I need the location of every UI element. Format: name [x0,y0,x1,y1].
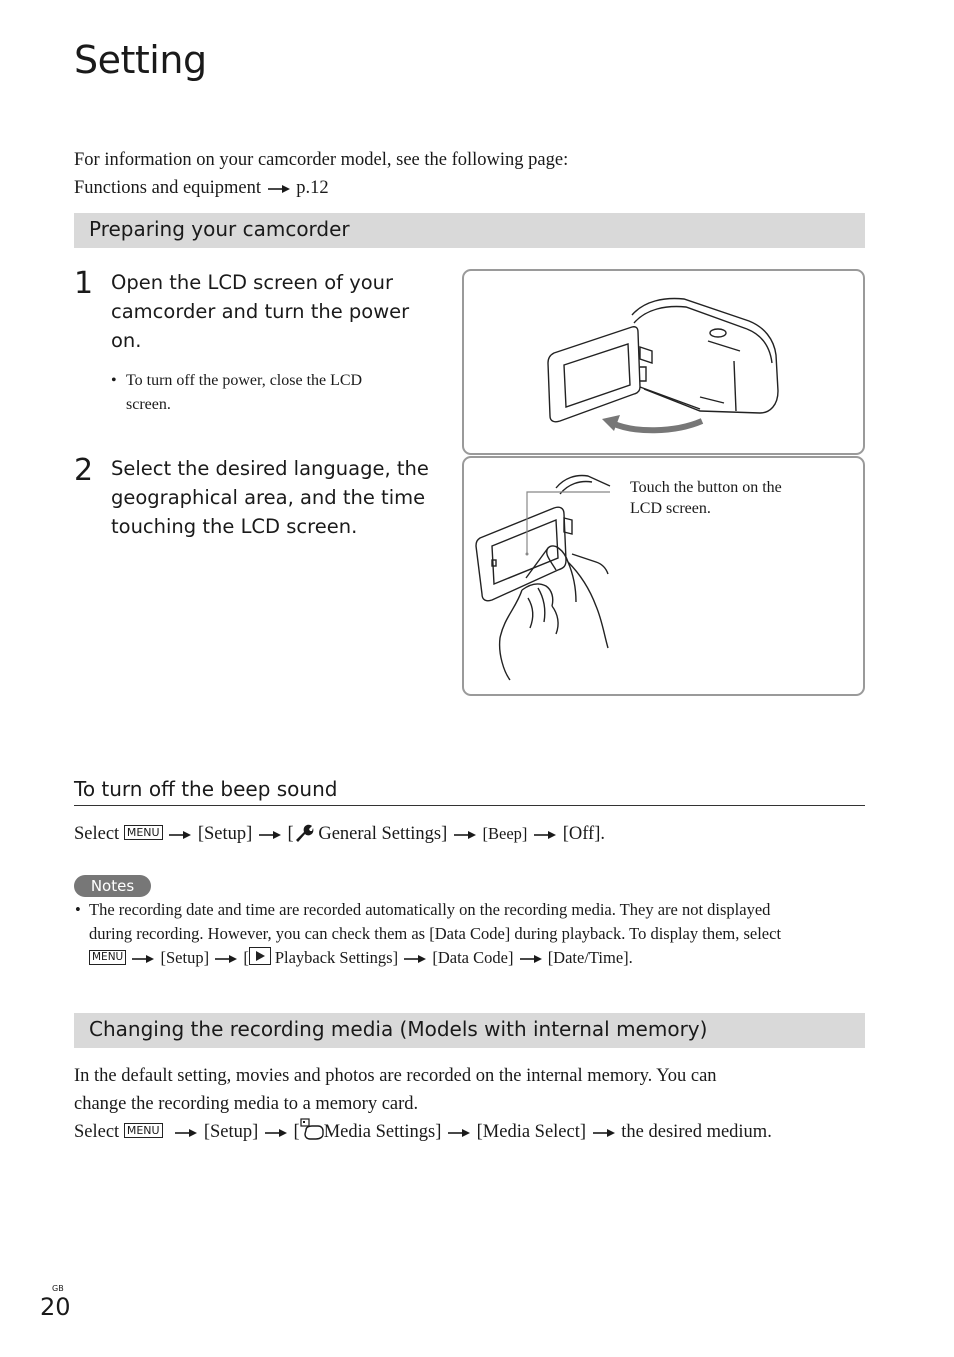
arrow-icon [454,830,476,840]
section2-body [74,1062,865,1149]
open-bracket: [ [293,1122,300,1142]
section-title: Preparing your camcorder [89,217,350,241]
note-item [89,898,865,970]
body-line: change the recording media to a memory card. [74,1094,419,1114]
setup-item[interactable]: [Setup] [197,824,253,844]
arrow-icon [215,954,237,964]
step-number: 1 [74,266,94,301]
select-label: Select [74,1122,120,1142]
intro-reference [74,174,329,202]
general-settings-item[interactable]: General Settings] [318,824,448,844]
note-line-3 [89,946,865,970]
step-1-bullet [126,369,436,417]
intro-line: For information on your camcorder model, see the following page: [74,150,569,170]
bullet-line: screen. [126,396,171,413]
arrow-icon [265,1128,287,1138]
step-line: Open the LCD screen of your [111,271,394,294]
media-select-item[interactable]: [Media Select] [476,1122,587,1142]
data-code-item[interactable]: [Data Code] [432,948,514,967]
playback-icon [249,947,271,965]
beep-item[interactable]: [Beep] [482,824,528,843]
page-number: 20 [40,1293,71,1321]
heading-rule [74,805,865,806]
menu-button[interactable]: MENU [124,1123,163,1138]
bullet-line: To turn off the power, close the LCD [126,372,363,389]
page-title: Setting [74,38,207,82]
callout-line: LCD screen. [630,500,711,517]
step-line: camcorder and turn the power [111,300,410,323]
menu-button[interactable]: MENU [89,950,126,965]
arrow-icon [593,1128,615,1138]
beep-heading: To turn off the beep sound [74,777,338,801]
arrow-icon [404,954,426,964]
bullet-marker: • [75,900,81,919]
setup-item[interactable]: [Setup] [160,948,210,967]
section-header-recording-media [74,1013,865,1048]
arrow-icon [268,184,290,194]
callout-line: Touch the button on the [630,479,782,496]
setup-item[interactable]: [Setup] [203,1122,259,1142]
arrow-icon [169,830,191,840]
arrow-icon [259,830,281,840]
note-line: The recording date and time are recorded automatically on the recording media. They are not displayed [89,900,771,919]
note-line: during recording. However, you can check them as [Data Code] during playback. To display them, select [89,924,782,943]
select-label: Select [74,824,120,844]
desired-medium-text: the desired medium. [621,1122,772,1142]
intro-page-ref[interactable]: p.12 [296,178,329,198]
figure-touch-lcd [462,456,865,696]
arrow-icon [520,954,542,964]
beep-instruction [74,820,605,851]
open-bracket: [ [287,824,294,844]
figure-callout [630,477,782,519]
step-1-text [111,268,446,355]
notes-badge: Notes [74,875,151,897]
menu-button[interactable]: MENU [124,825,163,840]
region-code: GB [52,1284,64,1293]
camcorder-open-lcd-illustration [464,271,863,453]
step-number: 2 [74,453,94,488]
arrow-icon [448,1128,470,1138]
playback-settings-item[interactable]: Playback Settings] [274,948,399,967]
wrench-icon [294,823,314,851]
media-icon [300,1118,324,1149]
open-bracket: [ [243,948,249,967]
off-item[interactable]: [Off]. [562,824,605,844]
step-line: Select the desired language, the [111,457,429,480]
arrow-icon [534,830,556,840]
step-2-text [111,454,451,541]
figure-open-lcd [462,269,865,455]
arrow-icon [132,954,154,964]
media-settings-item[interactable]: Media Settings] [323,1122,442,1142]
section-title: Changing the recording media (Models with internal memory) [89,1017,708,1041]
intro-reference-text: Functions and equipment [74,178,262,198]
step-line: touching the LCD screen. [111,515,358,538]
step-line: geographical area, and the time [111,486,426,509]
media-instruction [74,1118,865,1149]
section-header-preparing [74,213,865,248]
bullet-marker: • [111,372,117,389]
body-line: In the default setting, movies and photos are recorded on the internal memory. You can [74,1066,717,1086]
date-time-item[interactable]: [Date/Time]. [547,948,633,967]
arrow-icon [175,1128,197,1138]
step-line: on. [111,329,142,352]
